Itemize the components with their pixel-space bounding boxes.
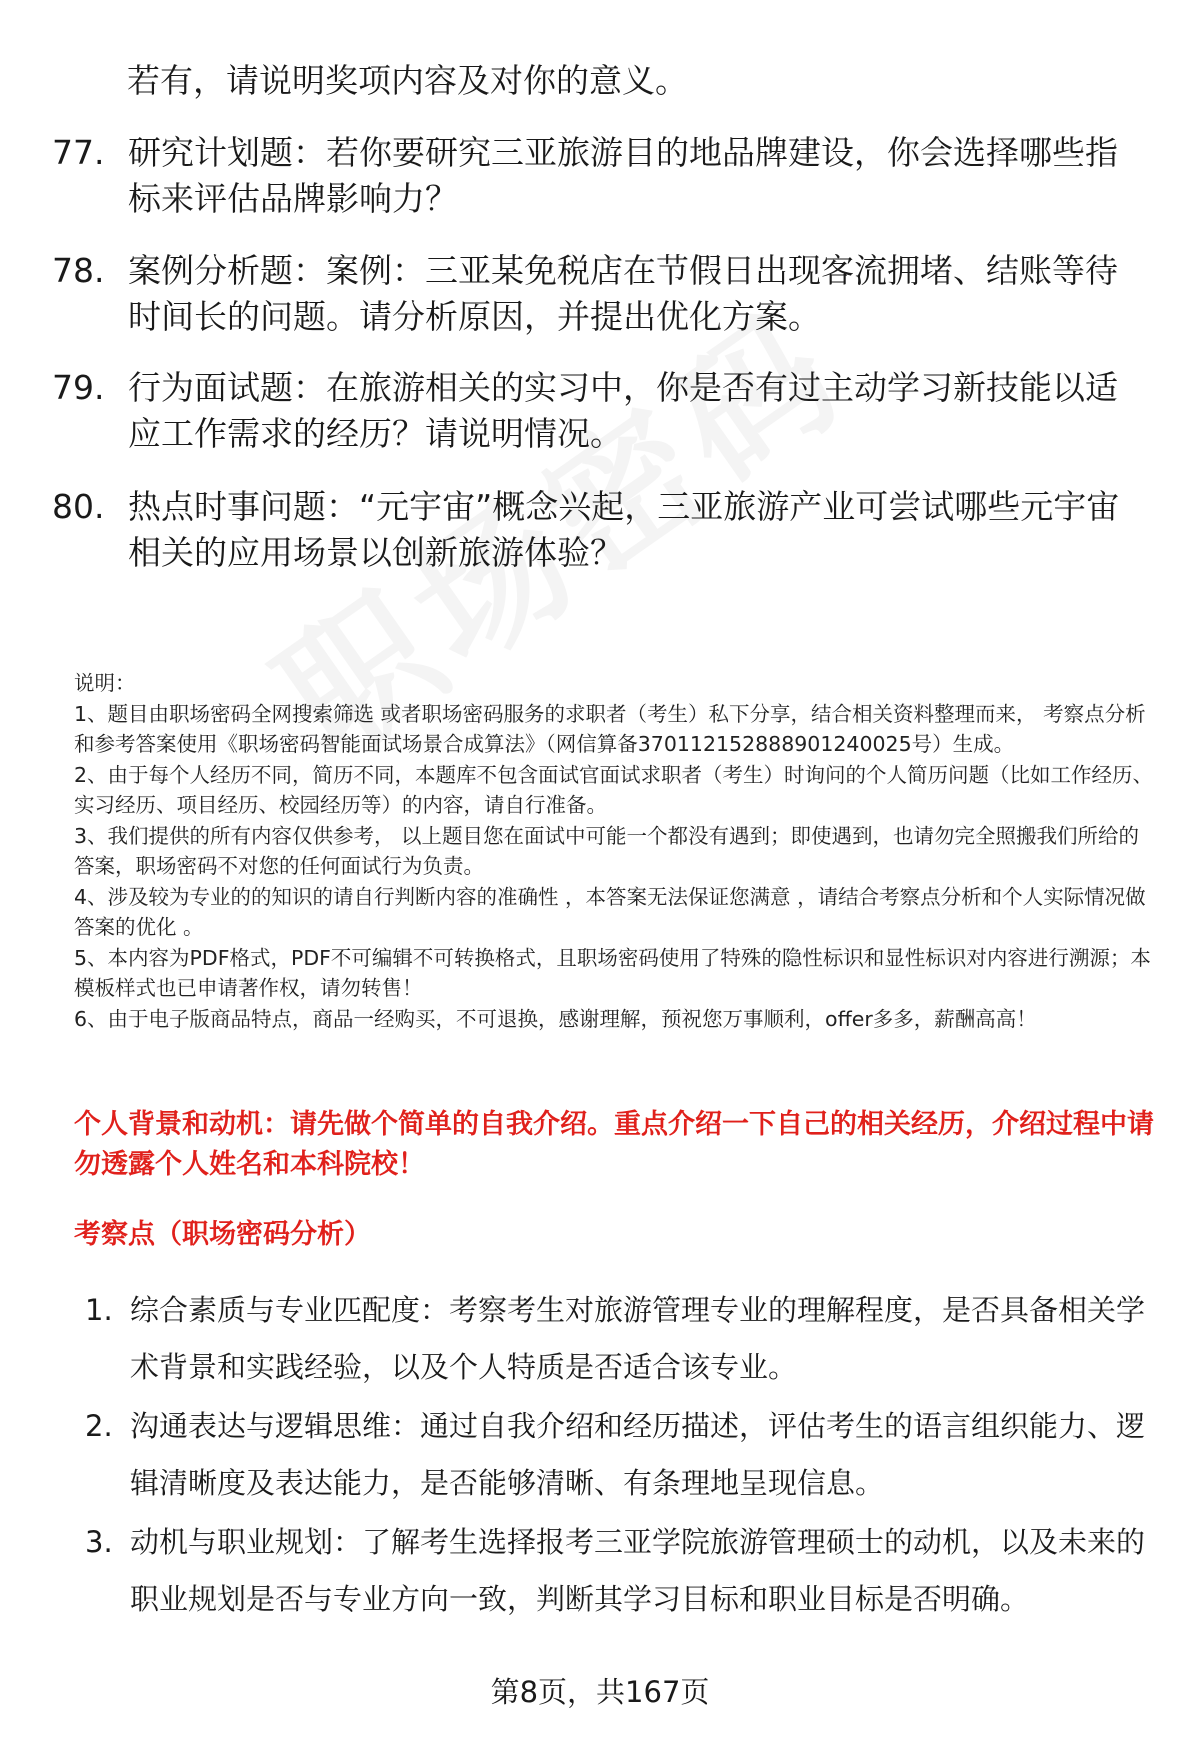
notes-block — [74, 668, 1154, 1034]
question-text: 热点时事问题：“元宇宙”概念兴起，三亚旅游产业可尝试哪些元宇宙相关的应用场景以创新旅游体验？ — [128, 487, 1120, 572]
point-number: 3. — [85, 1525, 113, 1559]
question-text: 研究计划题：若你要研究三亚旅游目的地品牌建设，你会选择哪些指标来评估品牌影响力？ — [128, 133, 1118, 218]
note-item: 6、由于电子版商品特点，商品一经购买，不可退换，感谢理解，预祝您万事顺利，offer多多，薪酬高高！ — [74, 1006, 1037, 1031]
notes-title: 说明： — [74, 671, 136, 695]
note-item: 5、本内容为PDF格式，PDF不可编辑不可转换格式，且职场密码使用了特殊的隐性标识和显性标识对内容进行溯源；本模板样式也已申请著作权，请勿转售！ — [74, 945, 1151, 1000]
point-text: 综合素质与专业匹配度：考察考生对旅游管理专业的理解程度，是否具备相关学术背景和实践经验，以及个人特质是否适合该专业。 — [130, 1293, 1146, 1384]
page-footer: 第8页，共167页 — [490, 1675, 710, 1709]
question-number: 80. — [52, 487, 105, 526]
list-item — [85, 1282, 1165, 1396]
question-78 — [52, 248, 1142, 340]
question-80 — [52, 484, 1142, 576]
note-item: 1、题目由职场密码全网搜索筛选 或者职场密码服务的求职者（考生）私下分享，结合相关资料整理而来， 考察点分析和参考答案使用《职场密码智能面试场景合成算法》（网信算备370112152888901240025号）生成。 — [74, 701, 1146, 756]
assessment-points — [85, 1282, 1165, 1630]
list-item — [85, 1398, 1165, 1512]
point-number: 2. — [85, 1409, 113, 1443]
question-number: 78. — [52, 251, 105, 290]
note-item: 3、我们提供的所有内容仅供参考， 以上题目您在面试中可能一个都没有遇到；即使遇到，也请勿完全照搬我们所给的答案，职场密码不对您的任何面试行为负责。 — [74, 823, 1140, 878]
question-text: 行为面试题：在旅游相关的实习中，你是否有过主动学习新技能以适应工作需求的经历？请说明情况。 — [128, 368, 1118, 453]
question-77 — [52, 130, 1142, 222]
point-text: 动机与职业规划：了解考生选择报考三亚学院旅游管理硕士的动机，以及未来的职业规划是否与专业方向一致，判断其学习目标和职业目标是否明确。 — [130, 1525, 1146, 1616]
list-item — [85, 1514, 1165, 1628]
continuation-text: 若有，请说明奖项内容及对你的意义。 — [127, 61, 688, 100]
point-text: 沟通表达与逻辑思维：通过自我介绍和经历描述，评估考生的语言组织能力、逻辑清晰度及表达能力，是否能够清晰、有条理地呈现信息。 — [130, 1409, 1146, 1500]
background-question: 个人背景和动机：请先做个简单的自我介绍。重点介绍一下自己的相关经历，介绍过程中请勿透露个人姓名和本科院校！ — [74, 1109, 1154, 1180]
question-number: 79. — [52, 368, 105, 407]
question-79 — [52, 365, 1142, 457]
question-text: 案例分析题：案例：三亚某免税店在节假日出现客流拥堵、结账等待时间长的问题。请分析原因，并提出优化方案。 — [128, 251, 1118, 336]
note-item: 4、涉及较为专业的的知识的请自行判断内容的准确性 ，本答案无法保证您满意 ，请结合考察点分析和个人实际情况做答案的优化 。 — [74, 884, 1146, 939]
point-number: 1. — [85, 1293, 113, 1327]
question-number: 77. — [52, 133, 105, 172]
assessment-title: 考察点（职场密码分析） — [74, 1219, 371, 1250]
note-item: 2、由于每个人经历不同，简历不同，本题库不包含面试官面试求职者（考生）时询问的个人简历问题（比如工作经历、实习经历、项目经历、校园经历等）的内容，请自行准备。 — [74, 762, 1154, 817]
